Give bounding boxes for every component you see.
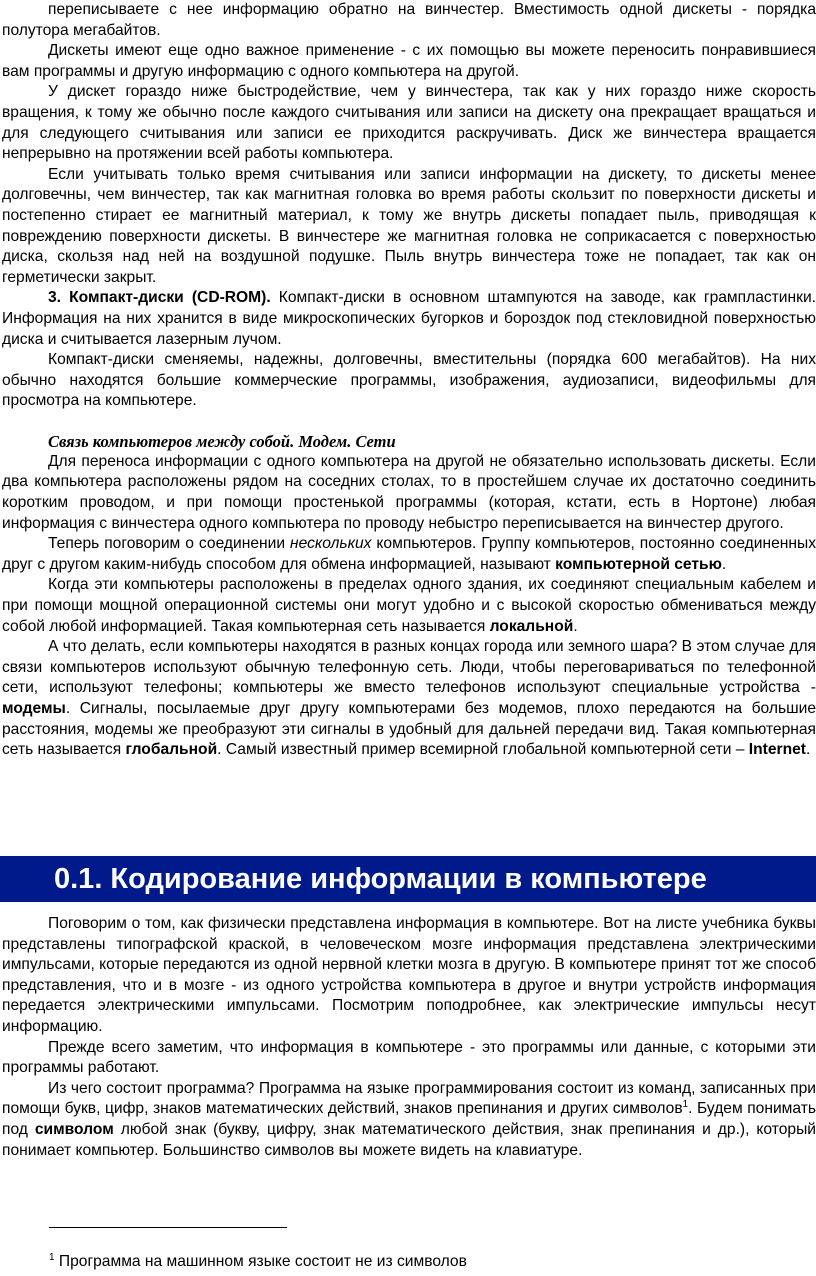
bold-term-global: глобальной [125, 741, 218, 759]
footnote-mark: 1 [49, 1251, 55, 1263]
paragraph-floppy-capacity: переписываете с нее информацию обратно на винчестер. Вместимость одной дискеты - порядка полутора мегабайтов. [2, 1, 816, 39]
text-span: Теперь поговорим о соединении [48, 535, 291, 553]
coding-text-block [2, 914, 816, 1161]
text-span: . [573, 617, 578, 635]
footnote-reference[interactable]: 1 [682, 1099, 689, 1111]
paragraph-global-network [2, 637, 816, 761]
text-span: . [721, 555, 727, 573]
paragraph-floppy-speed: У дискет гораздо ниже быстродействие, чем у винчестера, так как у них гораздо ниже скорость вращения, к тому же обычно после каждого считывания или записи на дискету она прекращает вращаться и для следующего считывания или записи ее приходится раскручивать. Диск же винчестера вращается непрерывно на протяжении всей работы компьютера. [2, 83, 816, 163]
text-span: Когда эти компьютеры расположены в пределах одного здания, их соединяют специальным кабелем и при помощи мощной операционной системы они могут удобно и с высокой скоростью обмениваться между собой любой информацией. Такая компьютерная сеть называется [2, 576, 816, 635]
paragraph-floppy-transfer: Дискеты имеют еще одно важное применение - с их помощью вы можете переносить понравившиеся вам программы и другую информацию с одного компьютера на другой. [2, 42, 816, 80]
paragraph-cdrom [2, 288, 816, 350]
paragraph-coding-intro: Поговорим о том, как физически представлена информация в компьютере. Вот на листе учебника буквы представлены типографской краской, в человеческом мозге информация представлена электрическими импульсами, которые передаются из одной нервной клетки мозга в другую. В компьютере принят тот же способ представления, что и в мозге - из одного устройства компьютера в другое и внутри устройств информация передается электрическими импульсами. Посмотрим поподробнее, как электрические импульсы несут информацию. [2, 915, 816, 1035]
paragraph-coding-symbols [2, 1079, 816, 1161]
text-span: . Сигналы, посылаемые друг другу компьютерами без модемов, плохо передаются на большие расстояния, модемы же преобразуют эти сигналы в удобный для дальней передачи вид. Такая компьютерная сеть называется [2, 700, 816, 759]
subheading-networks: Связь компьютеров между собой. Модем. Сети [48, 431, 396, 451]
top-text-block [2, 0, 816, 761]
text-span: . [805, 741, 811, 759]
bold-term-computer-network: компьютерной сетью [555, 555, 722, 573]
paragraph-local-network [2, 575, 816, 637]
footnote-text: Программа на машинном языке состоит не из символов [54, 1253, 467, 1270]
bold-term-symbol: символом [34, 1120, 114, 1138]
text-span: . Самый известный пример всемирной глобальной компьютерной сети – [217, 741, 749, 759]
italic-term: нескольких [290, 535, 372, 553]
paragraph-cdrom-properties: Компакт-диски сменяемы, надежны, долговечны, вместительны (порядка 600 мегабайтов). На них обычно находятся большие коммерческие программы, изображения, аудиозаписи, видеофильмы для просмотра на компьютере. [2, 351, 816, 410]
footnote-separator [49, 1227, 287, 1228]
text-span: . Будем понимать под [2, 1100, 816, 1138]
text-span: компьютеров. Группу компьютеров, постоянно соединенных друг с другом каким-нибудь способом для обмена информацией, называют [2, 535, 816, 573]
text-span: Из чего состоит программа? Программа на языке программирования состоит из команд, записанных при помощи букв, цифр, знаков математических действий, знаков препинания и других символов [2, 1079, 816, 1118]
paragraph-coding-programs-data: Прежде всего заметим, что информация в компьютере - это программы или данные, с которыми эти программы работают. [2, 1038, 816, 1077]
text-span: А что делать, если компьютеры находятся в разных концах города или земного шара? В этом случае для связи компьютеров используют обычную телефонную сеть. Люди, чтобы переговариваться по телефонной сети, используют телефоны; компьютеры же вместо телефонов используют специальные устройства - [2, 638, 816, 697]
paragraph-network-cable: Для переноса информации с одного компьютера на другой не обязательно использовать дискеты. Если два компьютера расположены рядом на соседних столах, то в простейшем случае их достаточно соединить коротким проводом, и при помощи простенькой программы (которая, кстати, есть в Нортоне) любая информация с винчестера одного компьютера по проводу небыстро переписывается на винчестер другого. [2, 452, 816, 532]
section-heading-bar [0, 856, 816, 902]
paragraph-floppy-durability: Если учитывать только время считывания или записи информации на дискету, то дискеты менее долговечны, чем винчестер, так как магнитная головка во время работы скользит по поверхности дискеты и постепенно стирает ее магнитный материал, к тому же внутрь дискеты попадает пыль, приводящая к повреждению поверхности дискеты. В винчестере же магнитная головка не соприкасается с поверхностью диска, скользя над ней на воздушной подушке. Пыль внутрь винчестера тоже не попадает, так как он герметически закрыт. [2, 165, 816, 286]
cdrom-text: Компакт-диски в основном штампуются на заводе, как грампластинки. Информация на них хранится в виде микроскопических бугорков и бороздок под стекловидной поверхностью диска и считывается лазерным лучом. [2, 289, 816, 348]
footnote [49, 1252, 467, 1272]
bold-term-modems: модемы [2, 700, 66, 717]
section-title: 0.1. Кодирование информации в компьютере [54, 863, 707, 895]
text-span: любой знак (букву, цифру, знак математического действия, знак препинания и др.), который понимает компьютер. Большинство символов вы можете видеть на клавиатуре. [2, 1120, 816, 1159]
bold-term-internet: Internet [748, 741, 806, 759]
cdrom-bold-lead: 3. Компакт-диски (CD-ROM). [48, 289, 271, 307]
bold-term-local: локальной [489, 617, 574, 635]
paragraph-network-definition [2, 534, 816, 575]
